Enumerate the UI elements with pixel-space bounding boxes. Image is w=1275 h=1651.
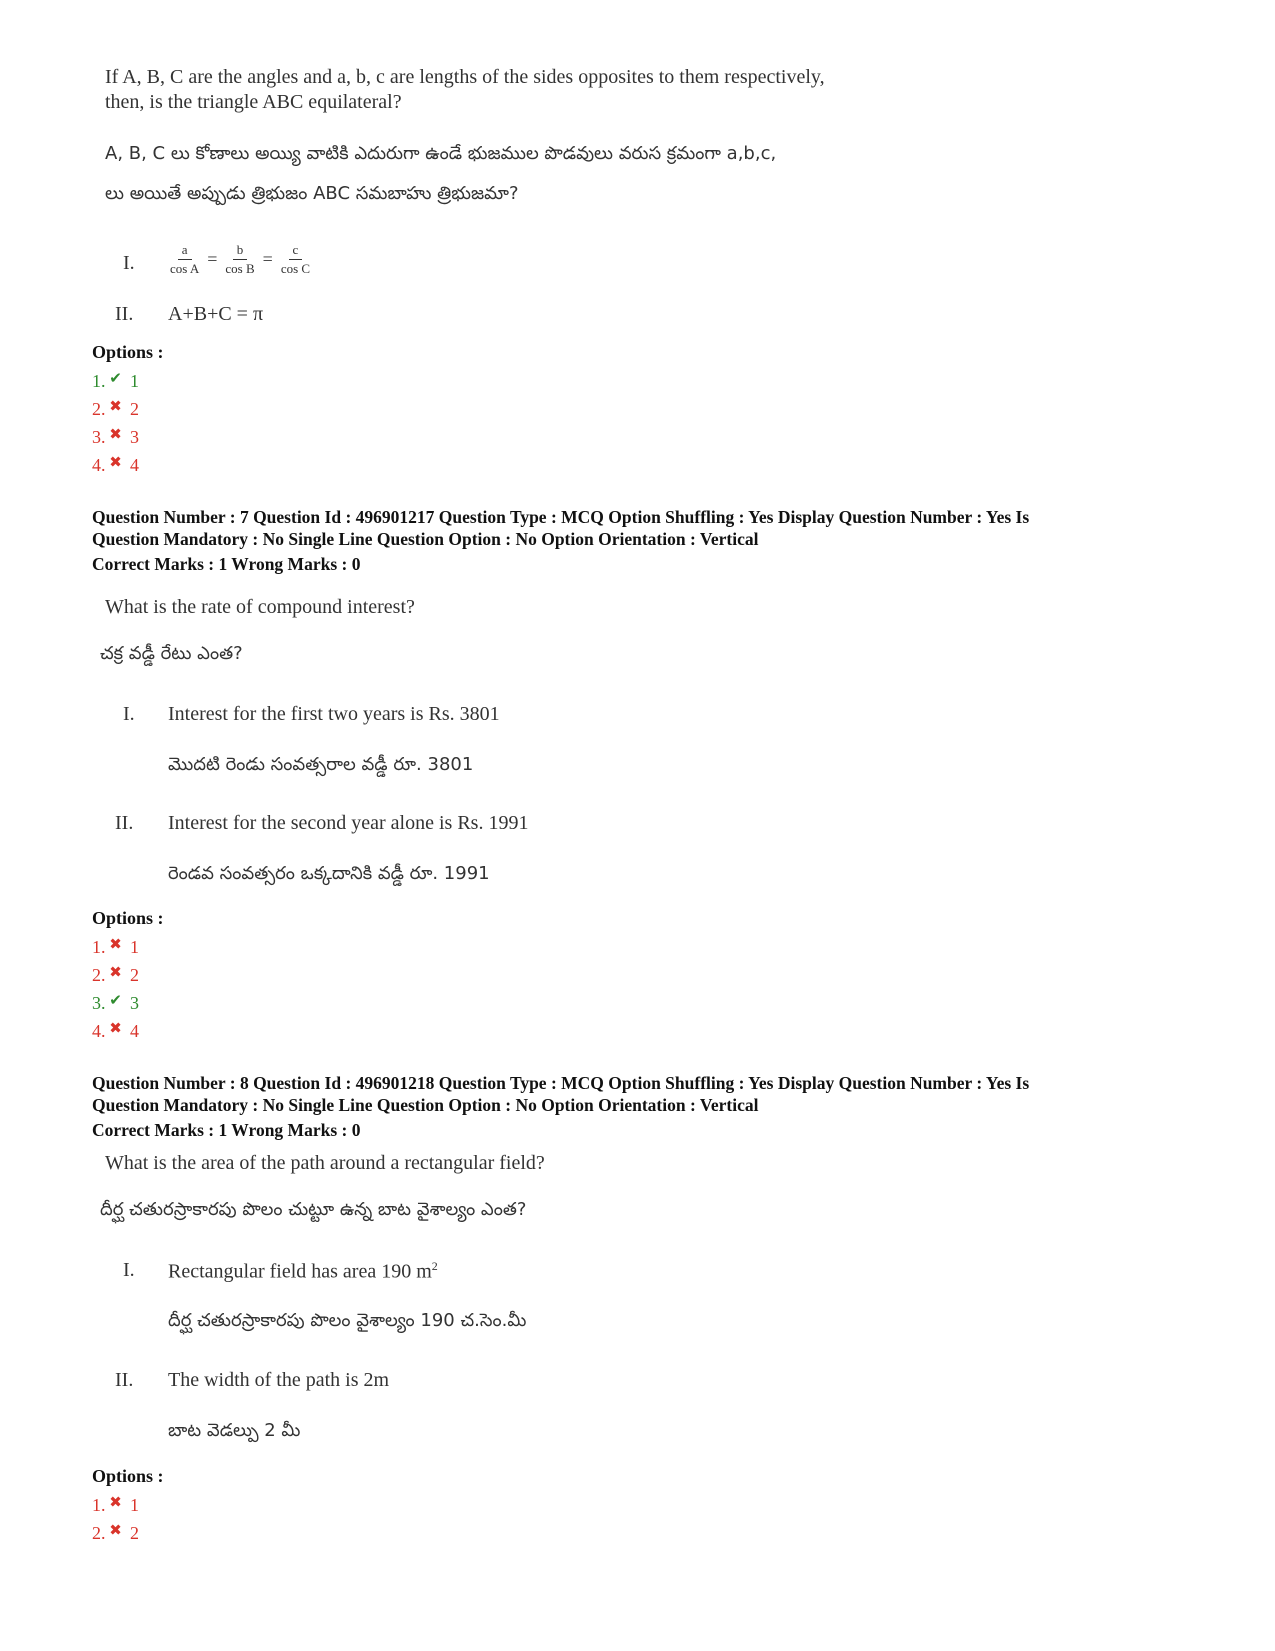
fraction-denominator: cos C	[280, 261, 311, 276]
option-number: 3.	[92, 993, 106, 1013]
q8-statement-II-te: బాట వెడల్పు 2 మీ	[168, 1420, 301, 1441]
cross-icon: ✖	[109, 399, 122, 415]
q8-meta-line2: Question Mandatory : No Single Line Question Option : No Option Orientation : Vertical	[92, 1095, 759, 1115]
q8-statement-I-label: I.	[123, 1259, 135, 1281]
fraction-b-cos-b	[223, 242, 256, 277]
option-text: 2	[130, 399, 139, 419]
q6-option-3	[92, 427, 139, 448]
q8-question-en: What is the area of the path around a rectangular field?	[105, 1152, 545, 1174]
option-text: 3	[130, 993, 139, 1013]
cross-icon: ✖	[109, 455, 122, 471]
option-number: 2.	[92, 965, 106, 985]
q7-option-3	[92, 993, 139, 1014]
fraction-numerator: a	[178, 242, 192, 260]
q7-option-1	[92, 937, 139, 958]
option-text: 2	[130, 965, 139, 985]
option-text: 1	[130, 937, 139, 957]
q7-statement-II-label: II.	[115, 812, 134, 834]
check-icon: ✔	[109, 993, 122, 1009]
q8-meta-line1: Question Number : 8 Question Id : 496901218 Question Type : MCQ Option Shuffling : Yes Display Question Number : Yes Is	[92, 1073, 1030, 1093]
q6-option-2	[92, 399, 139, 420]
cross-icon: ✖	[109, 427, 122, 443]
q8-statement-II-label: II.	[115, 1369, 134, 1391]
q7-question-en: What is the rate of compound interest?	[105, 596, 415, 618]
q6-question-en-line2: then, is the triangle ABC equilateral?	[105, 91, 402, 113]
option-number: 4.	[92, 455, 106, 475]
option-number: 1.	[92, 1495, 106, 1515]
q7-statement-II-te: రెండవ సంవత్సరం ఒక్కదానికి వడ్డీ రూ. 1991	[168, 863, 490, 884]
option-text: 1	[130, 371, 139, 391]
option-number: 2.	[92, 399, 106, 419]
q6-question-te-line2: లు అయితే అప్పుడు త్రిభుజం ABC సమబాహు త్రిభుజమా?	[105, 183, 519, 204]
option-text: 4	[130, 455, 139, 475]
q8-options-label: Options :	[92, 1466, 164, 1486]
q7-meta-line2: Question Mandatory : No Single Line Question Option : No Option Orientation : Vertical	[92, 529, 759, 549]
check-icon: ✔	[109, 371, 122, 387]
q6-statement-II-text: A+B+C = π	[168, 303, 264, 325]
statement-text: Rectangular field has area 190 m	[168, 1260, 432, 1283]
q8-option-2	[92, 1523, 139, 1544]
fraction-numerator: b	[233, 242, 248, 260]
option-number: 1.	[92, 371, 106, 391]
q7-options-label: Options :	[92, 908, 164, 928]
option-text: 4	[130, 1021, 139, 1041]
q7-marks: Correct Marks : 1 Wrong Marks : 0	[92, 554, 361, 574]
q6-statement-I-label: I.	[123, 252, 135, 274]
cross-icon: ✖	[109, 965, 122, 981]
q6-statement-I-formula	[168, 242, 312, 277]
cross-icon: ✖	[109, 1523, 122, 1539]
q7-statement-I-en: Interest for the first two years is Rs. 3801	[168, 703, 500, 725]
option-number: 3.	[92, 427, 106, 447]
fraction-c-cos-c	[279, 242, 312, 277]
q7-meta-line1: Question Number : 7 Question Id : 496901217 Question Type : MCQ Option Shuffling : Yes Display Question Number : Yes Is	[92, 507, 1030, 527]
q7-question-te: చక్ర వడ్డీ రేటు ఎంత?	[100, 643, 243, 664]
option-number: 2.	[92, 1523, 106, 1543]
option-number: 4.	[92, 1021, 106, 1041]
q6-question-te-line1: A, B, C లు కోణాలు అయ్యి వాటికి ఎదురుగా ఉండే భుజముల పొడవులు వరుస క్రమంగా a,b,c,	[105, 143, 777, 164]
q8-statement-I-en	[168, 1259, 438, 1284]
q6-options-label: Options :	[92, 342, 164, 362]
q8-statement-II-en: The width of the path is 2m	[168, 1369, 390, 1391]
option-text: 2	[130, 1523, 139, 1543]
option-text: 3	[130, 427, 139, 447]
q6-option-1	[92, 371, 139, 392]
q8-question-te: దీర్ఘ చతురస్రాకారపు పొలం చుట్టూ ఉన్న బాట వైశాల్యం ఎంత?	[100, 1199, 527, 1220]
superscript: 2	[431, 1259, 438, 1273]
cross-icon: ✖	[109, 1021, 122, 1037]
fraction-denominator: cos B	[225, 261, 255, 276]
fraction-denominator: cos A	[170, 261, 200, 276]
q8-option-1	[92, 1495, 139, 1516]
q8-statement-I-te: దీర్ఘ చతురస్రాకారపు పొలం వైశాల్యం 190 చ.సెం.మీ	[168, 1310, 527, 1331]
q7-statement-I-label: I.	[123, 703, 135, 725]
q7-option-2	[92, 965, 139, 986]
q8-marks: Correct Marks : 1 Wrong Marks : 0	[92, 1120, 361, 1140]
q7-option-4	[92, 1021, 139, 1042]
q6-question-en-line1: If A, B, C are the angles and a, b, c are lengths of the sides opposites to them respectively,	[105, 66, 825, 88]
fraction-numerator: c	[289, 242, 303, 260]
q6-statement-II-label: II.	[115, 303, 134, 325]
cross-icon: ✖	[109, 937, 122, 953]
q7-statement-II-en: Interest for the second year alone is Rs. 1991	[168, 812, 529, 834]
equals-sign: =	[262, 249, 273, 269]
equals-sign: =	[207, 249, 218, 269]
cross-icon: ✖	[109, 1495, 122, 1511]
option-text: 1	[130, 1495, 139, 1515]
fraction-a-cos-a	[168, 242, 201, 277]
q6-option-4	[92, 455, 139, 476]
q7-statement-I-te: మొదటి రెండు సంవత్సరాల వడ్డీ రూ. 3801	[168, 754, 474, 775]
option-number: 1.	[92, 937, 106, 957]
